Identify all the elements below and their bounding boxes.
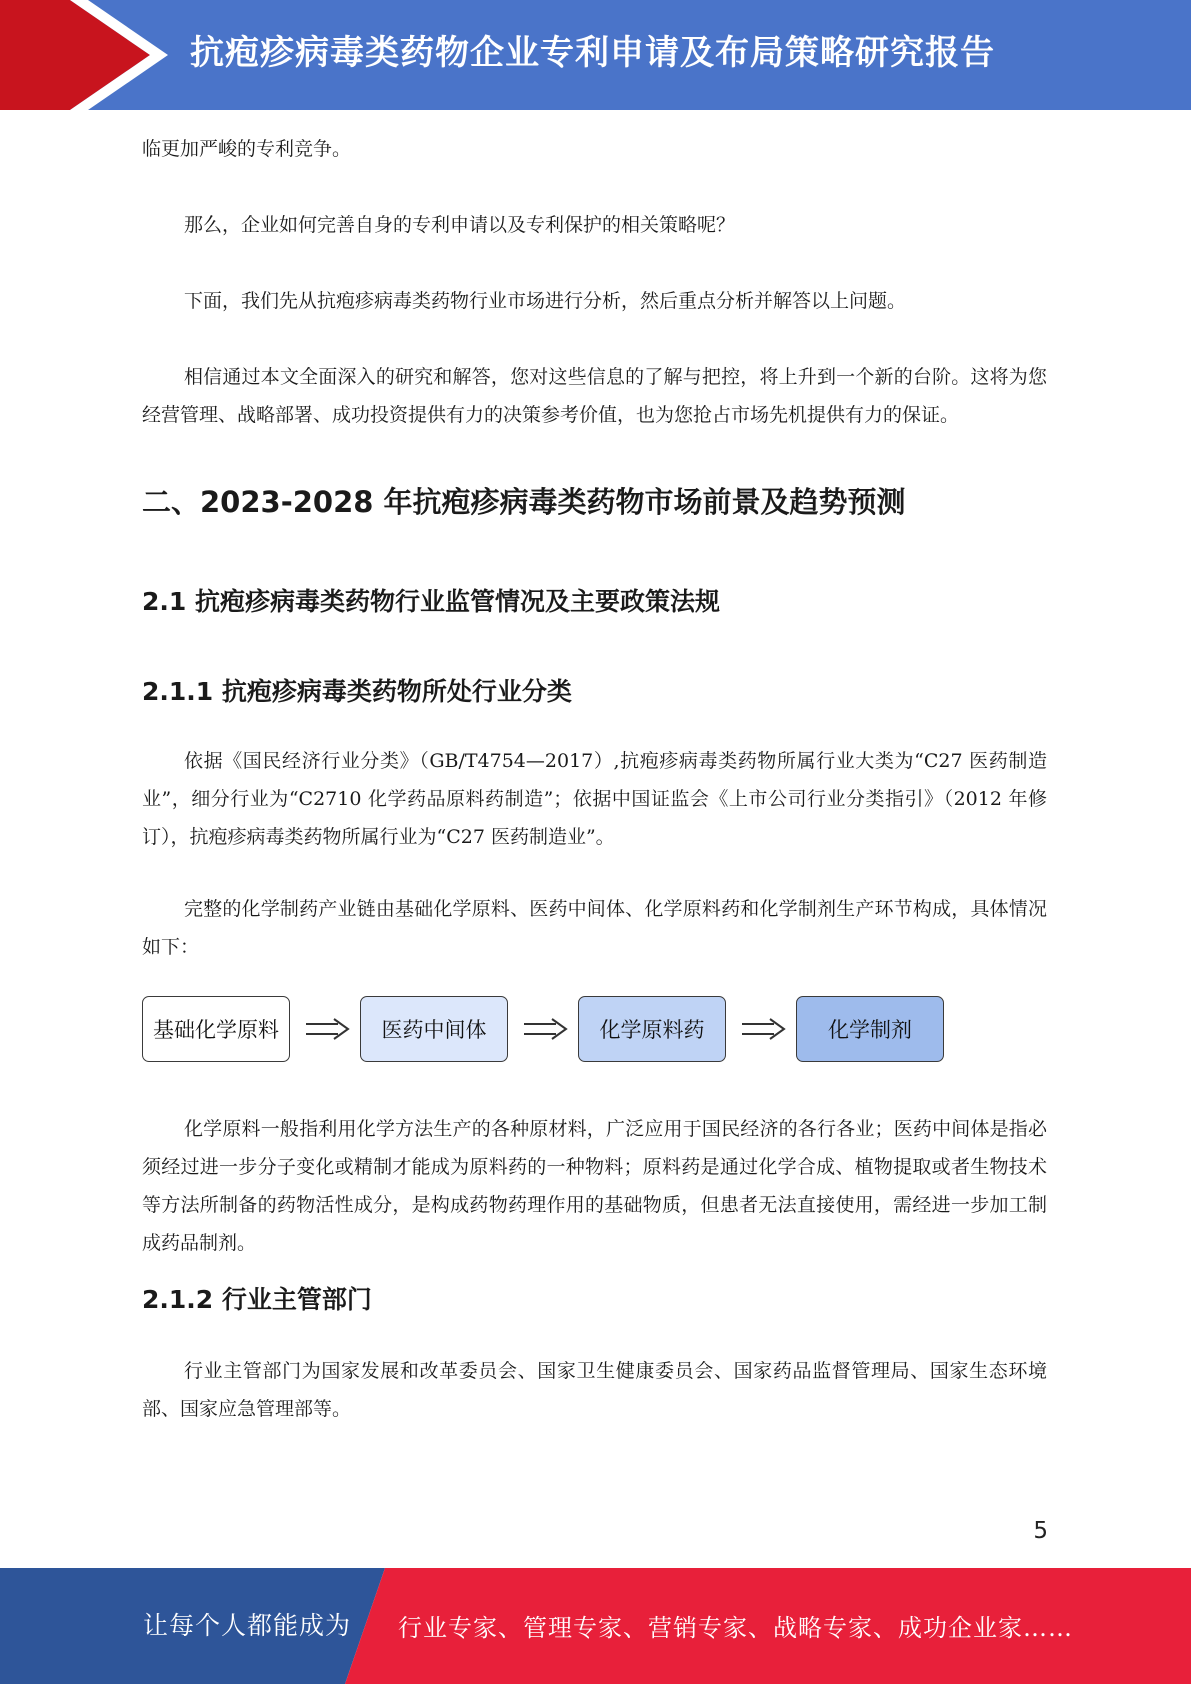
paragraph: 化学原料一般指利用化学方法生产的各种原材料，广泛应用于国民经济的各行各业；医药中间体是指必须经过进一步分子变化或精制才能成为原料药的一种物料；原料药是通过化学合成、植物提取或者生物技术等方法所制备的药物活性成分，是构成药物药理作用的基础物质，但患者无法直接使用，需经进一步加工制成药品制剂。 [142, 1118, 1047, 1254]
paragraph: 依据《国民经济行业分类》（GB/T4754—2017）,抗疱疹病毒类药物所属行业大类为“C27 医药制造业”，细分行业为“C2710 化学药品原料药制造”；依据中国证监会《上市公司行业分类指引》（2012 年修订），抗疱疹病毒类药物所属行业为“C27 医药制造业”。 [142, 750, 1047, 848]
flow-box-intermediates: 医药中间体 [360, 996, 508, 1062]
paragraph: 相信通过本文全面深入的研究和解答，您对这些信息的了解与把控，将上升到一个新的台阶。这将为您经营管理、战略部署、成功投资提供有力的决策参考价值，也为您抢占市场先机提供有力的保证。 [142, 366, 1047, 426]
report-title: 抗疱疹病毒类药物企业专利申请及布局策略研究报告 [190, 33, 995, 73]
paragraph: 那么，企业如何完善自身的专利申请以及专利保护的相关策略呢？ [184, 214, 736, 236]
subsection-heading: 2.1.1 抗疱疹病毒类药物所处行业分类 [142, 677, 572, 706]
flow-box-api: 化学原料药 [578, 996, 726, 1062]
document-body [142, 130, 1047, 1428]
page-number: 5 [1033, 1518, 1048, 1544]
subsection-heading: 2.1.2 行业主管部门 [142, 1285, 372, 1314]
paragraph: 行业主管部门为国家发展和改革委员会、国家卫生健康委员会、国家药品监督管理局、国家生态环境部、国家应急管理部等。 [142, 1360, 1047, 1420]
flow-box-formulation: 化学制剂 [796, 996, 944, 1062]
paragraph: 下面，我们先从抗疱疹病毒类药物行业市场进行分析，然后重点分析并解答以上问题。 [184, 290, 907, 312]
footer-banner [0, 1568, 1191, 1684]
double-arrow-icon [742, 1018, 786, 1040]
footer-slogan-right: 行业专家、管理专家、营销专家、战略专家、成功企业家…… [398, 1614, 1073, 1642]
header-banner [0, 0, 1191, 110]
footer-slogan-left: 让每个人都能成为 [143, 1611, 352, 1640]
paragraph: 临更加严峻的专利竞争。 [142, 138, 352, 160]
double-arrow-icon [306, 1018, 350, 1040]
section-heading: 二、2023-2028 年抗疱疹病毒类药物市场前景及趋势预测 [142, 485, 906, 519]
industry-chain-flowchart [142, 996, 942, 1070]
paragraph: 完整的化学制药产业链由基础化学原料、医药中间体、化学原料药和化学制剂生产环节构成，具体情况如下： [142, 898, 1047, 958]
flow-box-basic-chemicals: 基础化学原料 [142, 996, 290, 1062]
subsection-heading: 2.1 抗疱疹病毒类药物行业监管情况及主要政策法规 [142, 587, 720, 616]
double-arrow-icon [524, 1018, 568, 1040]
